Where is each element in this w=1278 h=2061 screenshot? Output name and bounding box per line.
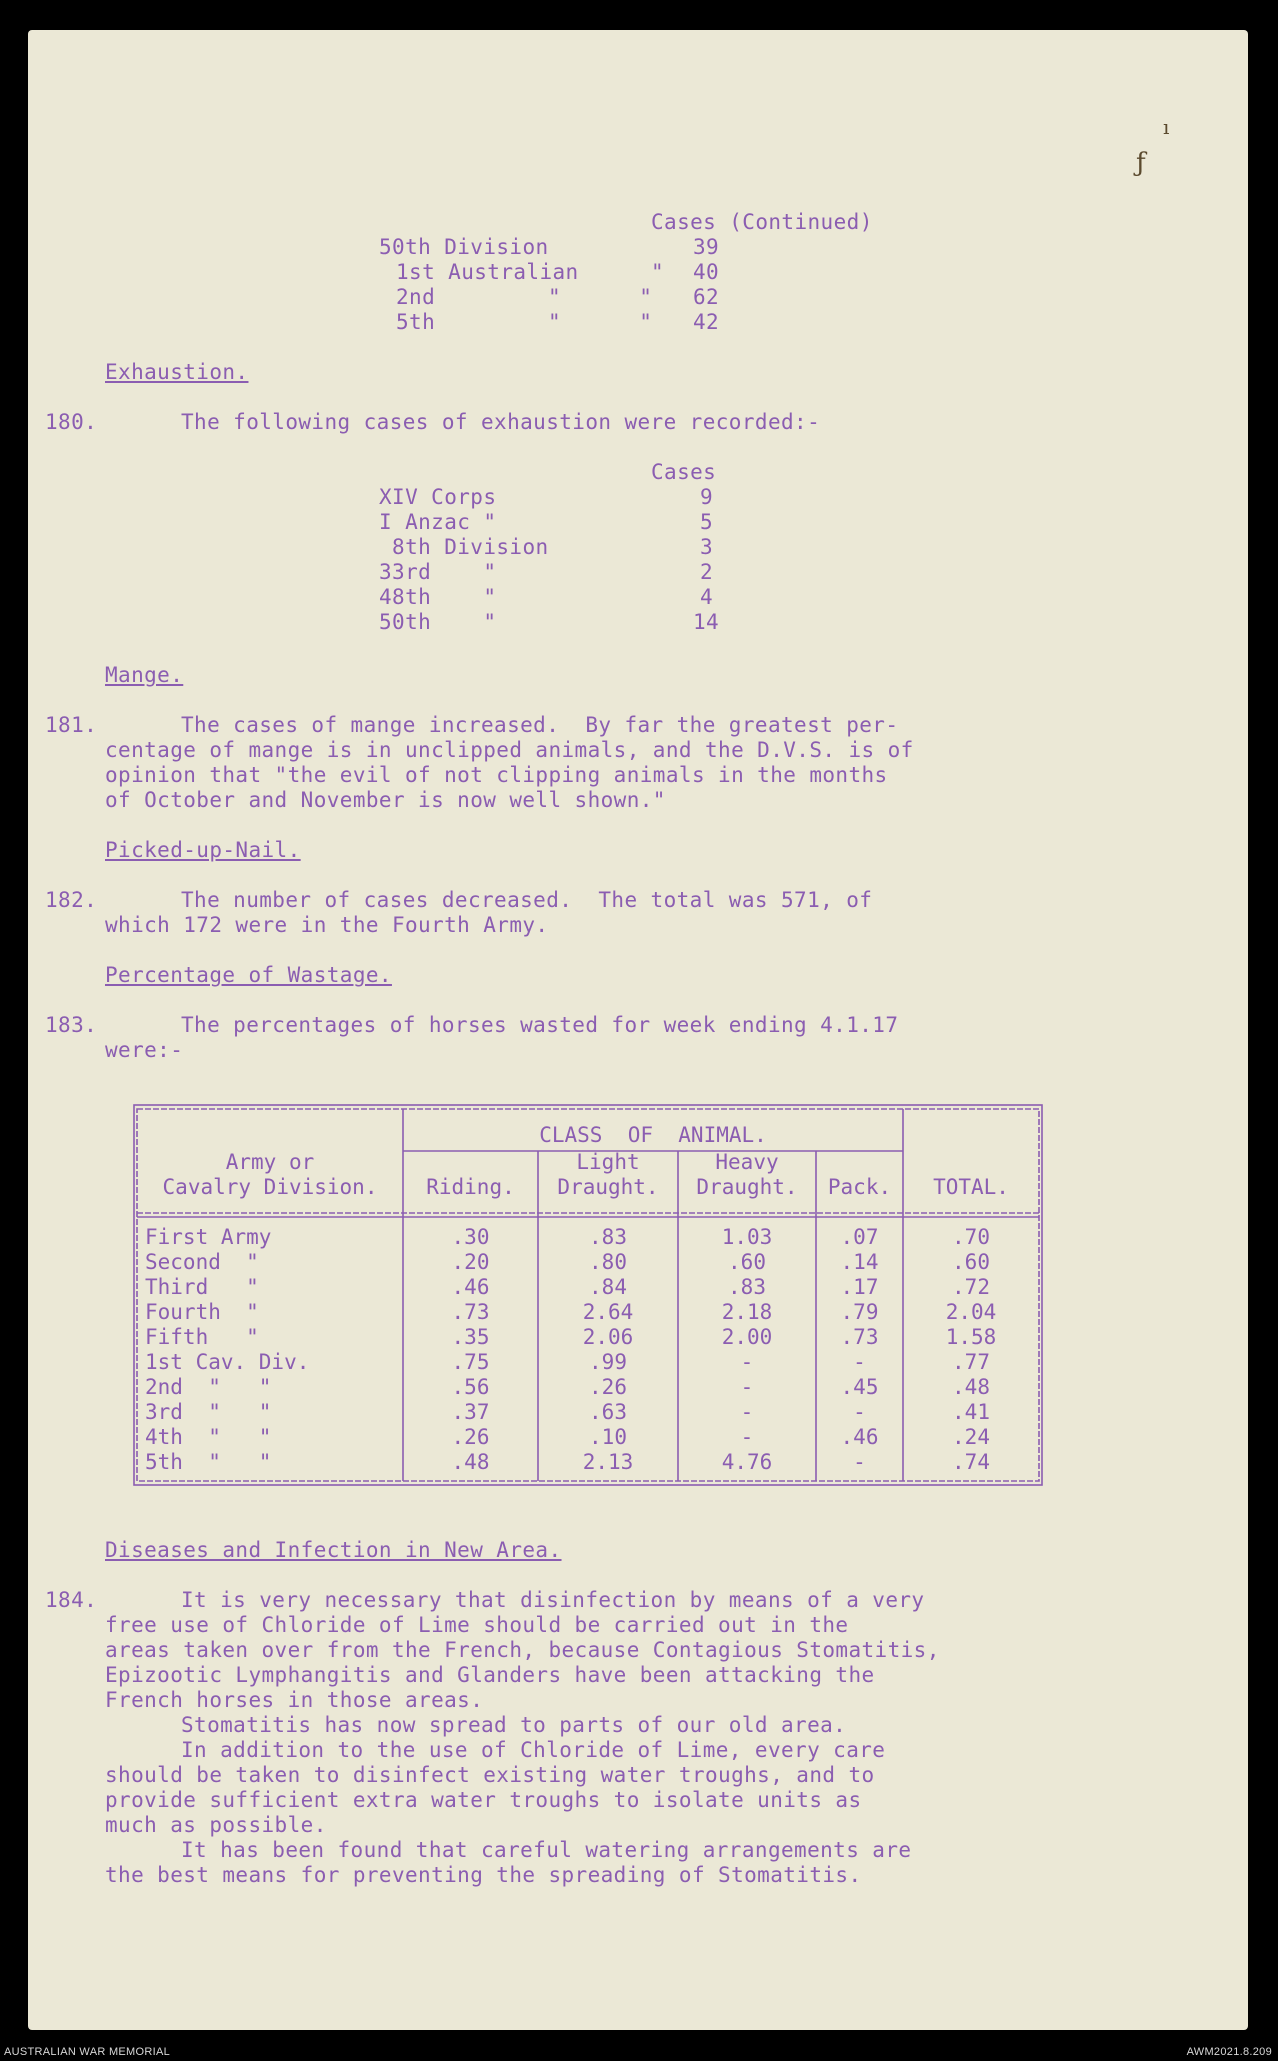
paragraph-line: centage of mange is in unclipped animals, and the D.V.S. is of [105,738,914,762]
table-cell-riding: .73 [451,1300,490,1324]
table-cell-pack: .07 [840,1225,879,1249]
table-cell-army: 5th " " [145,1450,272,1474]
section-heading-nail: Picked-up-Nail. [105,838,301,862]
table-cell-pack: - [853,1400,866,1424]
paragraph-line: French horses in those areas. [105,1688,484,1712]
exhaustion-row-value: 3 [700,535,714,559]
header-row-label: 1st Australian [396,260,579,284]
exhaustion-row-value: 5 [700,510,714,534]
paragraph-line: The cases of mange increased. By far the greatest per- [181,713,899,737]
table-cell-army: 3rd " " [145,1400,272,1424]
ink-blot: ƒ [1136,148,1146,178]
exhaustion-row-value: 14 [693,610,720,634]
section-heading-wastage: Percentage of Wastage. [105,963,392,987]
paragraph-number: 182. [45,888,98,912]
table-cell-light: .63 [589,1400,627,1424]
table-cell-riding: .48 [451,1450,490,1474]
table-cell-total: .72 [952,1275,990,1299]
section-heading-exhaustion: Exhaustion. [105,360,249,384]
header-row-value: 40 [693,260,720,284]
header-row-ditto: " [651,260,665,284]
table-cell-light: 2.13 [582,1450,634,1474]
header-row-label: 2nd [396,285,436,309]
table-col-total: TOTAL. [933,1175,1009,1199]
table-cell-riding: .35 [451,1325,490,1349]
table-cell-heavy: .60 [728,1250,766,1274]
header-row-value: 39 [693,235,720,259]
paragraph-line: The number of cases decreased. The total was 571, of [181,888,873,912]
paragraph-number: 180. [45,410,98,434]
header-row-label: 50th Division [379,235,549,259]
table-cell-pack: - [853,1450,866,1474]
paragraph-text: The following cases of exhaustion were recorded:- [181,410,821,434]
table-cell-light: .84 [589,1275,627,1299]
paragraph-line: the best means for preventing the spreading of Stomatitis. [105,1863,862,1887]
table-cell-pack: .46 [840,1425,879,1449]
table-cell-light: .99 [589,1350,627,1374]
exhaustion-row-value: 9 [700,485,714,509]
table-cell-total: .48 [952,1375,990,1399]
exhaustion-row-label: I Anzac " [379,510,497,534]
table-cell-total: .41 [952,1400,990,1424]
table-cell-riding: .56 [451,1375,490,1399]
paragraph-number: 181. [45,713,98,737]
section-heading-mange: Mange. [105,663,184,687]
table-cell-riding: .30 [451,1225,490,1249]
paragraph-number: 183. [45,1013,98,1037]
paragraph-line: Epizootic Lymphangitis and Glanders have been attacking the [105,1663,875,1687]
table-cell-heavy: - [740,1425,754,1449]
table-col-light: Draught. [557,1175,659,1199]
paragraph-line: provide sufficient extra water troughs to isolate units as [105,1788,862,1812]
table-cell-light: .26 [589,1375,627,1399]
header-row-value: 42 [693,310,720,334]
table-cell-army: 2nd " " [145,1375,272,1399]
table-cell-heavy: 2.18 [721,1300,773,1324]
paragraph-line: In addition to the use of Chloride of Lime, every care [181,1738,886,1762]
table-cell-light: 2.06 [582,1325,634,1349]
table-cell-army: Fourth " [145,1300,259,1324]
pencil-mark: ı [1163,115,1170,139]
paragraph-line: opinion that "the evil of not clipping animals in the months [105,763,888,787]
exhaustion-row-label: 48th " [379,585,497,609]
paragraph-line: should be taken to disinfect existing water troughs, and to [105,1763,875,1787]
paragraph-line: areas taken over from the French, because Contagious Stomatitis, [105,1638,940,1662]
table-cell-light: .80 [589,1250,627,1274]
table-cell-heavy: 4.76 [721,1450,773,1474]
paragraph-line: were:- [105,1038,184,1062]
table-cell-riding: .20 [451,1250,490,1274]
table-cell-army: 4th " " [145,1425,272,1449]
exhaustion-cases-header: Cases [651,460,717,484]
paragraph-line: free use of Chloride of Lime should be carried out in the [105,1613,849,1637]
paragraph-number: 184. [45,1588,98,1612]
table-col-heavy: Heavy [715,1150,779,1174]
table-cell-riding: .37 [451,1400,490,1424]
footer-right: AWM2021.8.209 [1186,2046,1272,2058]
table-cell-army: Third " [145,1275,259,1299]
paragraph-line: The percentages of horses wasted for week ending 4.1.17 [181,1013,899,1037]
table-cell-heavy: - [740,1350,754,1374]
paragraph-line: of October and November is now well shown." [105,788,666,812]
table-cell-total: .70 [952,1225,990,1249]
cases-continued-header: Cases (Continued) [651,210,873,234]
table-cell-total: .24 [952,1425,990,1449]
table-cell-army: Fifth " [145,1325,259,1349]
exhaustion-row-label: 8th Division [379,535,549,559]
table-cell-heavy: 1.03 [721,1225,773,1249]
paragraph-line: It has been found that careful watering arrangements are [181,1838,912,1862]
document-page [28,30,1248,2030]
table-cell-pack: .45 [840,1375,879,1399]
table-cell-total: 2.04 [945,1300,997,1324]
table-cell-heavy: - [740,1375,754,1399]
exhaustion-row-value: 2 [700,560,714,584]
table-cell-total: .77 [952,1350,990,1374]
table-cell-pack: .17 [840,1275,879,1299]
section-heading-diseases: Diseases and Infection in New Area. [105,1538,562,1562]
table-cell-total: .60 [952,1250,990,1274]
header-row-ditto: " " [548,285,653,309]
table-cell-pack: .73 [840,1325,879,1349]
exhaustion-row-label: 50th " [379,610,497,634]
table-cell-heavy: - [740,1400,754,1424]
table-cell-light: .83 [589,1225,627,1249]
table-cell-army: Second " [145,1250,259,1274]
table-cell-heavy: 2.00 [721,1325,773,1349]
table-col-pack: Pack. [827,1175,892,1199]
table-cell-light: 2.64 [582,1300,634,1324]
table-army-header: Cavalry Division. [162,1175,378,1199]
table-cell-riding: .75 [451,1350,490,1374]
table-cell-pack: .14 [840,1250,879,1274]
table-cell-riding: .26 [451,1425,490,1449]
header-row-ditto: " " [548,310,653,334]
table-cell-army: First Army [145,1225,272,1249]
table-cell-army: 1st Cav. Div. [145,1350,310,1374]
paragraph-line: which 172 were in the Fourth Army. [105,913,549,937]
table-cell-riding: .46 [451,1275,490,1299]
table-col-riding: Riding. [426,1175,515,1199]
table-class-header: CLASS OF ANIMAL. [539,1123,767,1147]
table-cell-heavy: .83 [728,1275,766,1299]
table-cell-pack: - [853,1350,866,1374]
exhaustion-row-label: XIV Corps [379,485,497,509]
exhaustion-row-value: 4 [700,585,714,609]
header-row-value: 62 [693,285,720,309]
table-cell-pack: .79 [840,1300,879,1324]
table-col-light: Light [576,1150,640,1174]
paragraph-line: It is very necessary that disinfection by means of a very [181,1588,925,1612]
table-col-heavy: Draught. [696,1175,798,1199]
table-army-header: Army or [225,1150,315,1174]
footer-left: AUSTRALIAN WAR MEMORIAL [4,2046,171,2058]
header-row-label: 5th [396,310,436,334]
paragraph-line: much as possible. [105,1813,327,1837]
table-cell-light: .10 [589,1425,627,1449]
exhaustion-row-label: 33rd " [379,560,497,584]
table-cell-total: .74 [952,1450,990,1474]
paragraph-line: Stomatitis has now spread to parts of our old area. [181,1713,847,1737]
table-cell-total: 1.58 [945,1325,997,1349]
wastage-table [133,1103,1045,1489]
